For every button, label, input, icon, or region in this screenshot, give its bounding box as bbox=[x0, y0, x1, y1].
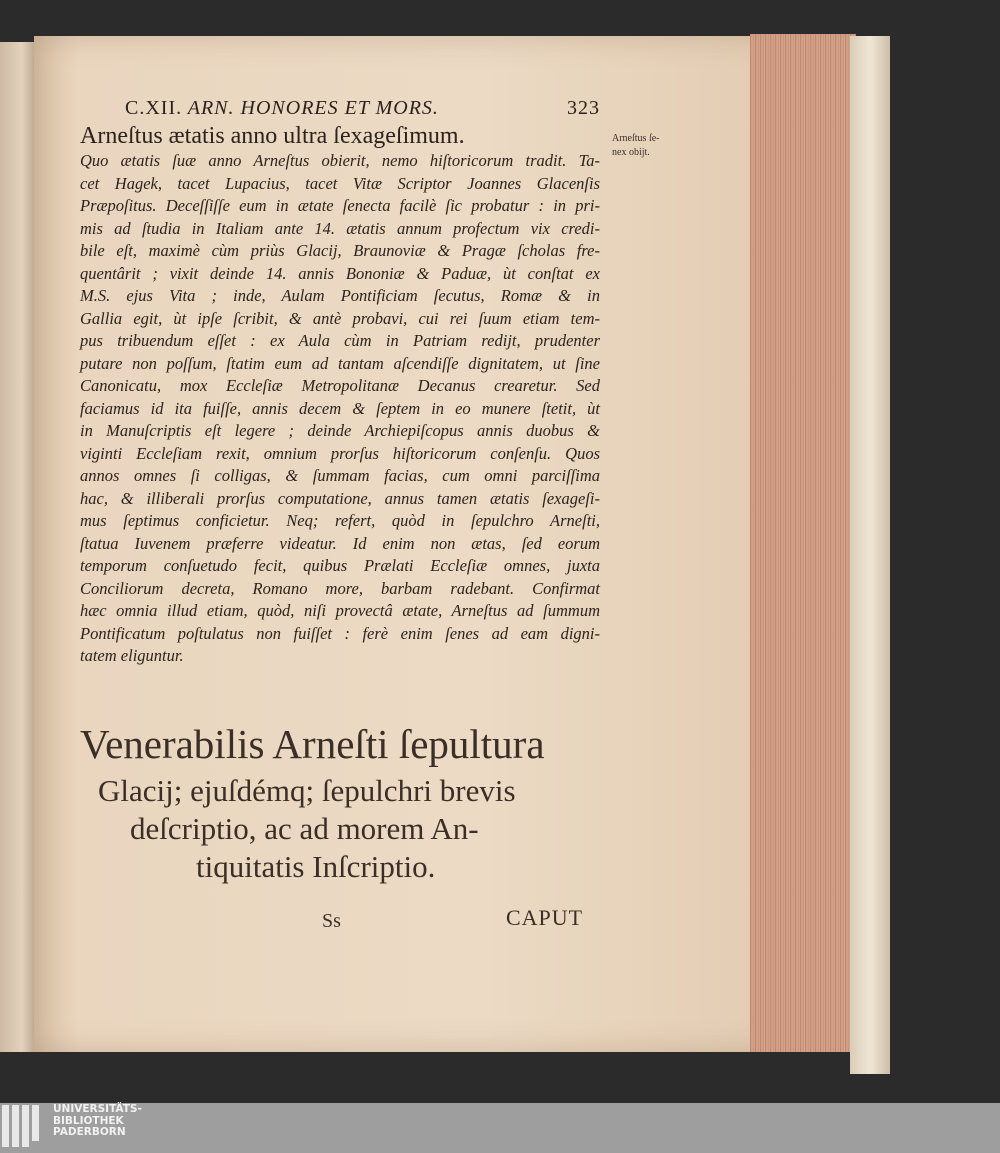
section-title-line: tiquitatis Inſcriptio. bbox=[196, 849, 436, 884]
running-title: ARN. HONORES ET MORS. bbox=[187, 97, 439, 119]
body-line: pus tribuendum eſſet : ex Aula cùm in Patriam redijt, prudenter bbox=[80, 331, 600, 350]
catchword: CAPUT bbox=[506, 905, 584, 930]
margin-note-line: Arneſtus ſe- bbox=[612, 133, 660, 144]
logo-line: BIBLIOTHEK bbox=[53, 1114, 124, 1127]
body-line: annos omnes ſi colligas, & ſummam facias, cum omni parciſſima bbox=[80, 466, 600, 485]
body-line: putare non poſſum, ſtatim eum ad tantam aſcendiſſe dignitatem, ut ſine bbox=[80, 353, 600, 373]
body-line: tatem eliguntur. bbox=[80, 646, 184, 665]
body-line: cet Hagek, tacet Lupacius, tacet Vitæ Scriptor Joannes Glacenſis bbox=[80, 173, 600, 193]
section-title-line: deſcriptio, ac ad morem An- bbox=[130, 811, 479, 846]
body-line: Conciliorum decreta, Romano more, barbam radebant. Confirmat bbox=[80, 578, 600, 598]
body-line: Pontificatum poſtulatus non fuiſſet : ferè enim ſenes ad eam digni- bbox=[80, 623, 600, 643]
body-line: Canonicatu, mox Eccleſiæ Metropolitanæ Decanus crearetur. Sed bbox=[80, 376, 600, 395]
chapter-number: C.XII. bbox=[125, 97, 183, 119]
body-line: quentârit ; vixit deinde 14. annis Bononiæ & Paduæ, ùt conſtat ex bbox=[80, 263, 600, 283]
facing-page-edge bbox=[0, 42, 36, 1052]
body-line: Præpoſitus. Deceſſiſſe eum in ætate ſenecta facilè ſic probatur : in pri- bbox=[80, 196, 600, 215]
body-line: mis ad ſtudia in Italiam ante 14. ætatis annum profectum vix credi- bbox=[80, 218, 600, 238]
body-line: Gallia egit, ùt ipſe ſcribit, & antè probavi, cui rei ſuum etiam tem- bbox=[80, 308, 600, 328]
body-line: ſtatua Iuvenem præferre videatur. Id enim non ætas, ſed eorum bbox=[80, 533, 600, 553]
signature-mark: Ss bbox=[322, 910, 341, 932]
body-line: M.S. ejus Vita ; inde, Aulam Pontificiam ſecutus, Romæ & in bbox=[80, 286, 600, 305]
margin-note-line: nex obijt. bbox=[612, 147, 650, 158]
library-footer bbox=[0, 1103, 1000, 1153]
library-logo-text bbox=[53, 1104, 142, 1139]
back-cover bbox=[850, 36, 890, 1074]
body-line: Quo ætatis ſuæ anno Arneſtus obierit, nemo hiſtoricorum tradit. Ta- bbox=[80, 151, 600, 170]
body-line: bile eſt, maximè cùm priùs Glacij, Braunoviæ & Pragæ ſcholas fre- bbox=[80, 241, 600, 260]
subheading: Arneſtus ætatis anno ultra ſexageſimum. bbox=[80, 123, 465, 149]
body-line: temporum conſuetudo fecit, quibus Prælati Eccleſiæ omnes, juxta bbox=[80, 556, 600, 575]
section-title-line: Venerabilis Arneſti ſepultura bbox=[80, 721, 545, 767]
logo-line: UNIVERSITÄTS- bbox=[53, 1103, 142, 1115]
logo-line: PADERBORN bbox=[53, 1126, 126, 1138]
running-header bbox=[125, 96, 600, 120]
body-line: in Manuſcriptis eſt legere ; deinde Archiepiſcopus annis duobus & bbox=[80, 421, 600, 440]
body-line: hac, & illiberali prorſus computatione, annus tamen ætatis ſexageſi- bbox=[80, 488, 600, 508]
body-line: mus ſeptimus conficietur. Neq; refert, quòd in ſepulchro Arneſti, bbox=[80, 511, 600, 530]
body-line: viginti Eccleſiam rexit, omnium prorſus hiſtoricorum conſenſu. Quos bbox=[80, 443, 600, 463]
body-line: hæc omnia illud etiam, quòd, niſi provectâ ætate, Arneſtus ad ſummum bbox=[80, 601, 600, 620]
body-line: faciamus id ita fuiſſe, annis decem & ſeptem in eo munere ſtetit, ùt bbox=[80, 398, 600, 418]
page-number: 323 bbox=[567, 97, 600, 119]
section-title-line: Glacij; ejuſdémq; ſepulchri brevis bbox=[98, 773, 516, 808]
page-block-edges bbox=[750, 34, 856, 1052]
